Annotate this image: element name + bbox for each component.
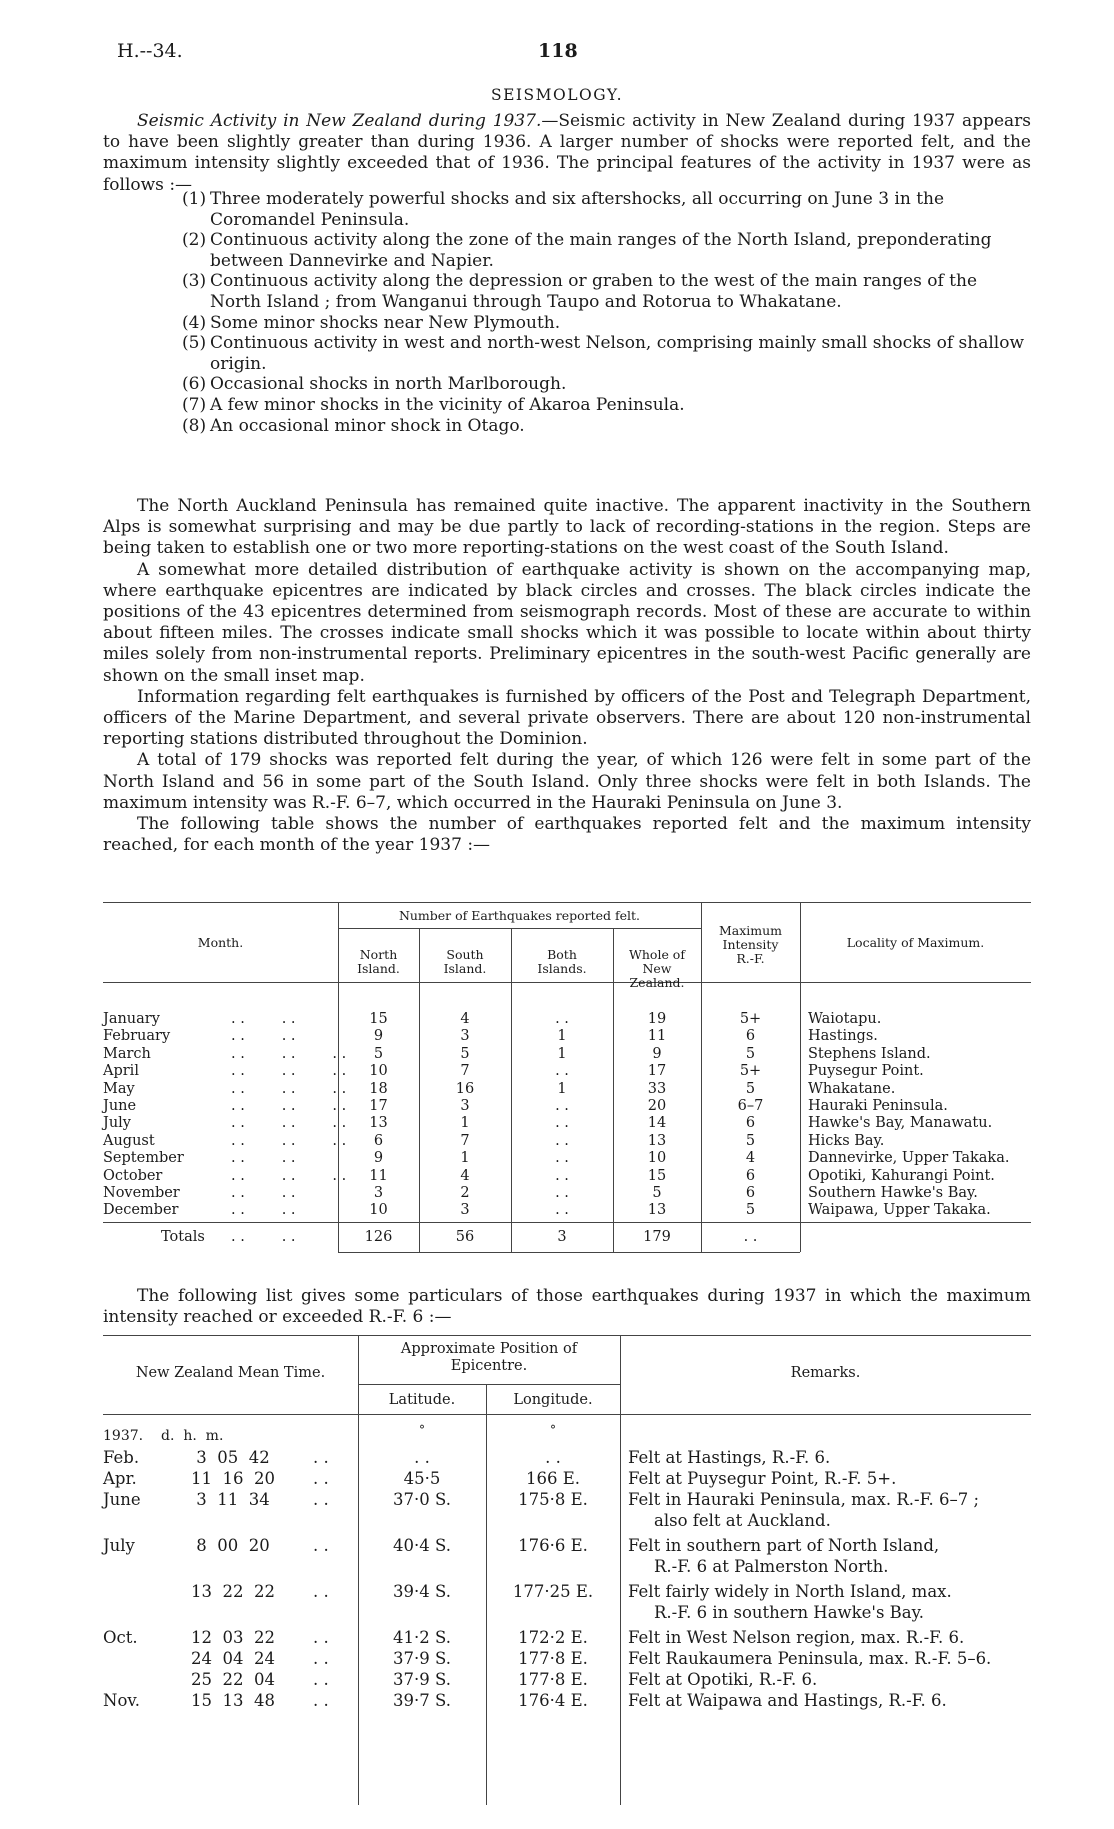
leader-dots: . . . . . .	[231, 1063, 347, 1080]
month-cell: July	[103, 1115, 131, 1132]
table-row	[103, 1046, 1031, 1063]
totals-label: Totals	[161, 1229, 205, 1245]
remarks-line: Felt fairly widely in North Island, max.	[628, 1582, 952, 1601]
leader-dots: . .	[313, 1582, 329, 1601]
month-cell	[103, 1669, 153, 1690]
time-cell: 13 22 22	[191, 1582, 275, 1601]
both-cell: 1	[557, 1045, 567, 1062]
remarks-cell	[620, 1489, 1031, 1531]
remarks-cell	[620, 1627, 1031, 1648]
max-intensity-cell: 6	[745, 1167, 756, 1184]
remarks-cell	[620, 1447, 1031, 1468]
remarks-cell	[620, 1468, 1031, 1489]
longitude-cell: 175·8 E.	[518, 1490, 588, 1509]
remarks-line: Felt at Hastings, R.-F. 6.	[628, 1448, 831, 1467]
month-cell	[103, 1648, 153, 1669]
whole-cell: 20	[647, 1097, 667, 1114]
table-row	[103, 1489, 1031, 1531]
locality-cell: Southern Hawke's Bay.	[808, 1184, 978, 1201]
remarks-line: Felt at Waipawa and Hastings, R.-F. 6.	[628, 1691, 947, 1710]
both-cell: . .	[555, 1115, 569, 1132]
longitude-cell: . .	[545, 1448, 561, 1467]
table-row	[103, 1581, 1031, 1623]
remarks-line: Felt in southern part of North Island,	[628, 1536, 940, 1555]
whole-cell: 13	[647, 1202, 667, 1219]
latitude-cell: 39·7 S.	[393, 1691, 451, 1710]
remarks-cell	[620, 1535, 1031, 1577]
south-cell: 4	[460, 1167, 470, 1184]
max-intensity-cell: 6	[745, 1028, 756, 1045]
north-cell: 3	[373, 1184, 384, 1201]
table-row	[103, 1168, 1031, 1185]
table-row	[103, 1028, 1031, 1045]
page-number: 118	[538, 40, 578, 62]
table-row	[103, 1133, 1031, 1150]
max-intensity-cell: 6–7	[737, 1097, 764, 1114]
both-cell: . .	[555, 1011, 569, 1027]
time-cell: 8 00 20	[196, 1536, 270, 1555]
col-number-group-header: Number of Earthquakes reported felt.	[398, 908, 641, 923]
leader-dots: . .	[313, 1670, 329, 1689]
year-label: 1937.	[103, 1428, 144, 1444]
col-locality-header: Locality of Maximum.	[846, 935, 985, 950]
locality-cell: Puysegur Point.	[808, 1063, 924, 1080]
max-intensity-cell: 5	[745, 1080, 756, 1097]
max-intensity-cell: 6	[745, 1184, 756, 1201]
section-title: SEISMOLOGY.	[490, 86, 624, 104]
leader-dots: . . . . . .	[231, 1115, 347, 1132]
both-cell: . .	[555, 1150, 569, 1167]
list-intro: The following list gives some particulars of those earthquakes during 1937 in which the maximum intensity reached or exceeded R.-F. 6 :—	[103, 1286, 1031, 1328]
north-cell: 11	[369, 1167, 388, 1184]
leader-dots: . . . .	[231, 1028, 296, 1045]
longitude-cell: 177·8 E.	[518, 1670, 588, 1689]
leader-dots: . .	[313, 1649, 329, 1668]
remarks-line: R.-F. 6 in southern Hawke's Bay.	[654, 1603, 925, 1622]
latitude-cell: 39·4 S.	[393, 1582, 451, 1601]
paragraph-information: Information regarding felt earthquakes is furnished by officers of the Post and Telegraph Department, officers of the Marine Department, and several private observers. There are about 120 non-instrumental reporting stations distributed throughout the Dominion.	[103, 686, 1031, 750]
table-row	[103, 1098, 1031, 1115]
latitude-cell: 37·9 S.	[393, 1670, 451, 1689]
both-cell: . .	[555, 1202, 569, 1219]
leader-dots: . .	[313, 1490, 329, 1509]
month-cell: Apr.	[103, 1469, 137, 1488]
month-cell: December	[103, 1202, 179, 1219]
table-row	[103, 1690, 1031, 1711]
north-cell: 6	[373, 1132, 384, 1149]
month-cell: June	[103, 1490, 141, 1509]
max-intensity-cell: 5	[745, 1202, 756, 1219]
north-cell: 15	[369, 1011, 388, 1027]
totals-max: . .	[743, 1229, 758, 1245]
locality-cell: Whakatane.	[808, 1080, 896, 1097]
paragraph-distribution: A somewhat more detailed distribution of earthquake activity is shown on the accompanying map, where earthquake epicentres are indicated by black circles and crosses. The black circles indicate the positions of the 43 epicentres determined from seismograph records. Most of these are accurate to within about fifteen miles. The crosses indicate small shocks which it was possible to locate within about thirty miles solely from non-instrumental reports. Preliminary epicentres in the south-west Pacific generally are shown on the small inset map.	[103, 559, 1031, 686]
dhm-label: d. h. m.	[161, 1428, 224, 1444]
month-cell: February	[103, 1028, 171, 1045]
max-intensity-cell: 5	[745, 1045, 756, 1062]
table-row	[103, 1468, 1031, 1489]
north-cell: 17	[369, 1097, 388, 1114]
leader-dots: . . . . . .	[231, 1045, 347, 1062]
page-header-code: H.--34.	[117, 40, 183, 62]
month-cell: March	[103, 1045, 151, 1062]
locality-cell: Hauraki Peninsula.	[808, 1097, 948, 1114]
longitude-cell: 176·6 E.	[518, 1536, 588, 1555]
col-month-header: Month.	[197, 935, 244, 950]
totals-both: 3	[557, 1229, 567, 1245]
south-cell: 4	[460, 1011, 470, 1027]
max-intensity-cell: 5+	[739, 1011, 762, 1027]
locality-cell: Hicks Bay.	[808, 1132, 885, 1149]
paragraph-inactivity: The North Auckland Peninsula has remained quite inactive. The apparent inactivity in the Southern Alps is somewhat surprising and may be due partly to lack of recording-stations in the region. Steps are being taken to establish one or two more reporting-stations on the west coast of the South Island.	[103, 496, 1031, 559]
col-position-header: Approximate Position of Epicentre.	[400, 1341, 578, 1374]
south-cell: 16	[455, 1080, 475, 1097]
intro-heading: Seismic Activity in New Zealand during 1937.	[137, 111, 542, 131]
month-cell: October	[103, 1167, 163, 1184]
month-cell: April	[103, 1063, 139, 1080]
north-cell: 18	[369, 1080, 388, 1097]
leader-dots: . . . .	[231, 1011, 296, 1027]
remarks-line: Felt at Puysegur Point, R.-F. 5+.	[628, 1469, 897, 1488]
totals-south: 56	[455, 1229, 475, 1245]
time-cell: 24 04 24	[191, 1649, 275, 1668]
north-cell: 5	[373, 1045, 384, 1062]
longitude-cell: 166 E.	[525, 1469, 581, 1488]
col-whole-header: Whole of New Zealand.	[629, 947, 685, 990]
remarks-cell	[620, 1669, 1031, 1690]
col-both-header: Both Islands.	[537, 947, 587, 976]
remarks-line: Felt in Hauraki Peninsula, max. R.-F. 6–7 ;	[628, 1490, 980, 1509]
list-item: (3) Continuous activity along the depression or graben to the west of the main ranges of the North Island ; from Wanganui through Taupo and Rotorua to Whakatane.	[182, 271, 978, 312]
longitude-cell: 172·2 E.	[518, 1628, 588, 1647]
col-south-header: South Island.	[443, 947, 487, 976]
latitude-cell: 41·2 S.	[393, 1628, 451, 1647]
latitude-cell: 40·4 S.	[393, 1536, 451, 1555]
leader-dots: . . . . . .	[231, 1167, 347, 1184]
col-max-header: Maximum Intensity R.-F.	[718, 923, 783, 966]
time-cell: 3 11 34	[196, 1490, 270, 1509]
list-item: (6) Occasional shocks in north Marlborough.	[182, 374, 567, 395]
month-cell: November	[103, 1184, 180, 1201]
whole-cell: 5	[652, 1184, 662, 1201]
table-row	[103, 1202, 1031, 1219]
longitude-cell: 176·4 E.	[518, 1691, 588, 1710]
north-cell: 10	[369, 1063, 388, 1080]
time-cell: 11 16 20	[191, 1469, 275, 1488]
south-cell: 5	[460, 1045, 470, 1062]
totals-north: 126	[364, 1229, 393, 1245]
latitude-cell: 45·5	[403, 1469, 441, 1488]
max-intensity-cell: 5+	[739, 1063, 762, 1080]
totals-whole: 179	[643, 1229, 671, 1245]
both-cell: . .	[555, 1097, 569, 1114]
month-cell: January	[103, 1011, 160, 1027]
longitude-unit: °	[550, 1423, 556, 1437]
list-item: (5) Continuous activity in west and north-west Nelson, comprising mainly small shocks of shallow origin.	[182, 333, 1025, 374]
time-cell: 15 13 48	[191, 1691, 275, 1710]
remarks-cell	[620, 1690, 1031, 1711]
locality-cell: Stephens Island.	[808, 1045, 931, 1062]
table-row	[103, 1648, 1031, 1669]
longitude-cell: 177·8 E.	[518, 1649, 588, 1668]
whole-cell: 17	[647, 1063, 667, 1080]
leader-dots: . . . . . .	[231, 1132, 347, 1149]
time-cell: 3 05 42	[196, 1448, 270, 1467]
remarks-line: R.-F. 6 at Palmerston North.	[654, 1557, 889, 1576]
south-cell: 7	[460, 1132, 470, 1149]
both-cell: . .	[555, 1063, 569, 1080]
south-cell: 2	[460, 1184, 470, 1201]
col-time-header: New Zealand Mean Time.	[135, 1365, 326, 1381]
leader-dots: . .	[313, 1691, 329, 1710]
col-latitude-header: Latitude.	[388, 1392, 456, 1408]
month-cell: May	[103, 1080, 135, 1097]
table-row	[103, 1115, 1031, 1132]
remarks-cell	[620, 1581, 1031, 1623]
whole-cell: 19	[647, 1011, 667, 1027]
month-cell: August	[103, 1132, 155, 1149]
latitude-unit: °	[419, 1423, 425, 1437]
table-row	[103, 1627, 1031, 1648]
month-cell: September	[103, 1150, 184, 1167]
locality-cell: Hawke's Bay, Manawatu.	[808, 1115, 993, 1132]
max-intensity-cell: 5	[745, 1132, 756, 1149]
list-item: (7) A few minor shocks in the vicinity of Akaroa Peninsula.	[182, 394, 685, 415]
monthly-table-body	[103, 1011, 1031, 1220]
both-cell: 1	[557, 1080, 567, 1097]
table-row	[103, 1535, 1031, 1577]
whole-cell: 10	[647, 1150, 667, 1167]
list-item: (1) Three moderately powerful shocks and six aftershocks, all occurring on June 3 in the Coromandel Peninsula.	[182, 189, 945, 230]
north-cell: 10	[369, 1202, 388, 1219]
remarks-line: Felt in West Nelson region, max. R.-F. 6.	[628, 1628, 965, 1647]
earthquake-list-table	[103, 1335, 1031, 1805]
totals-row: Totals . . . . 126 56 3 179 . .	[103, 1229, 1031, 1246]
table-row	[103, 1081, 1031, 1098]
time-cell: 25 22 04	[191, 1670, 275, 1689]
latitude-cell: 37·9 S.	[393, 1649, 451, 1668]
table-row	[103, 1447, 1031, 1468]
both-cell: 1	[557, 1028, 567, 1045]
latitude-cell: 37·0 S.	[393, 1490, 451, 1509]
both-cell: . .	[555, 1132, 569, 1149]
max-intensity-cell: 4	[745, 1150, 756, 1167]
month-cell: Oct.	[103, 1628, 138, 1647]
table-row	[103, 1063, 1031, 1080]
south-cell: 1	[460, 1150, 470, 1167]
south-cell: 3	[460, 1202, 470, 1219]
locality-cell: Dannevirke, Upper Takaka.	[808, 1150, 1010, 1167]
locality-cell: Waiotapu.	[808, 1011, 882, 1027]
table-row	[103, 1185, 1031, 1202]
features-list	[182, 189, 1032, 436]
south-cell: 1	[460, 1115, 470, 1132]
month-cell: June	[103, 1097, 137, 1114]
south-cell: 3	[460, 1028, 470, 1045]
longitude-cell: 177·25 E.	[512, 1582, 594, 1601]
leader-dots: . . . .	[231, 1184, 296, 1201]
leader-dots: . .	[313, 1536, 329, 1555]
latitude-cell: . .	[414, 1448, 430, 1467]
intro-paragraph	[103, 111, 1031, 196]
whole-cell: 33	[647, 1080, 667, 1097]
col-remarks-header: Remarks.	[790, 1365, 861, 1381]
leader-dots: . . . .	[231, 1202, 296, 1219]
whole-cell: 14	[647, 1115, 667, 1132]
locality-cell: Waipawa, Upper Takaka.	[808, 1202, 991, 1219]
table-row	[103, 1669, 1031, 1690]
leader-dots: . . . . . .	[231, 1080, 347, 1097]
remarks-cell	[620, 1648, 1031, 1669]
table-row	[103, 1150, 1031, 1167]
intro-text: —Seismic activity in New Zealand during 1937 appears to have been slightly greater than during 1936. A larger number of shocks were reported felt, and the maximum intensity slightly exceeded that of 1936. The principal features of the activity in 1937 were as follows :—	[103, 111, 1031, 195]
whole-cell: 9	[652, 1045, 662, 1062]
col-longitude-header: Longitude.	[513, 1392, 593, 1408]
remarks-line: Felt Raukaumera Peninsula, max. R.-F. 5–6.	[628, 1649, 992, 1668]
remarks-line: also felt at Auckland.	[654, 1511, 831, 1530]
north-cell: 13	[369, 1115, 388, 1132]
body-paragraphs	[103, 496, 1031, 856]
month-cell: July	[103, 1536, 135, 1555]
paragraph-totals: A total of 179 shocks was reported felt during the year, of which 126 were felt in some part of the North Island and 56 in some part of the South Island. Only three shocks were felt in both Islands. The maximum intensity was R.-F. 6–7, which occurred in the Hauraki Peninsula on June 3.	[103, 750, 1031, 813]
earthquake-list-body	[103, 1447, 1031, 1711]
monthly-table	[103, 902, 1031, 1268]
paragraph-table-intro: The following table shows the number of earthquakes reported felt and the maximum intensity reached, for each month of the year 1937 :—	[103, 814, 1031, 856]
both-cell: . .	[555, 1167, 569, 1184]
whole-cell: 13	[647, 1132, 667, 1149]
leader-dots: . .	[313, 1448, 329, 1467]
both-cell: . .	[555, 1184, 569, 1201]
locality-cell: Opotiki, Kahurangi Point.	[808, 1167, 995, 1184]
list-item: (8) An occasional minor shock in Otago.	[182, 415, 525, 436]
leader-dots: . .	[313, 1628, 329, 1647]
month-cell: Feb.	[103, 1448, 140, 1467]
leader-dots: . . . .	[231, 1150, 296, 1167]
leader-dots: . .	[313, 1469, 329, 1488]
north-cell: 9	[373, 1150, 384, 1167]
list-item: (2) Continuous activity along the zone of the main ranges of the North Island, preponderating between Dannevirke and Napier.	[182, 230, 992, 271]
month-cell	[103, 1581, 153, 1623]
remarks-line: Felt at Opotiki, R.-F. 6.	[628, 1670, 818, 1689]
whole-cell: 15	[647, 1167, 667, 1184]
leader-dots: . . . . . .	[231, 1097, 347, 1114]
table-row	[103, 1011, 1031, 1028]
south-cell: 3	[460, 1097, 470, 1114]
max-intensity-cell: 6	[745, 1115, 756, 1132]
south-cell: 7	[460, 1063, 470, 1080]
locality-cell: Hastings.	[808, 1028, 878, 1045]
time-cell: 12 03 22	[191, 1628, 275, 1647]
month-cell: Nov.	[103, 1691, 140, 1710]
north-cell: 9	[373, 1028, 384, 1045]
col-north-header: North Island.	[357, 947, 400, 976]
whole-cell: 11	[647, 1028, 667, 1045]
list-item: (4) Some minor shocks near New Plymouth.	[182, 312, 561, 333]
